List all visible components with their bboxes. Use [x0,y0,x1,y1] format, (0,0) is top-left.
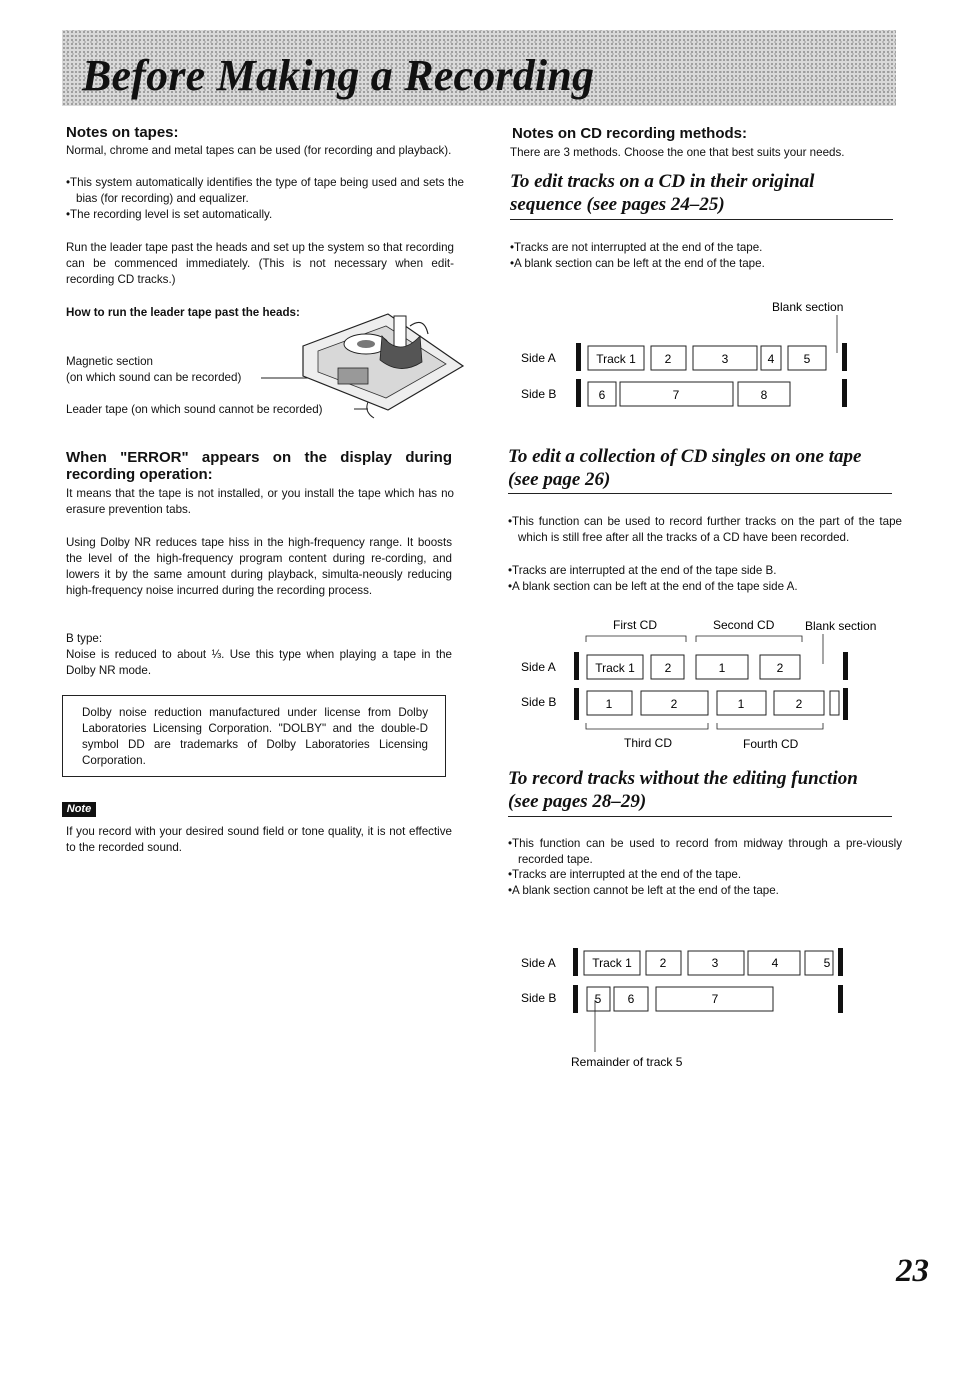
page-title: Before Making a Recording [82,51,595,100]
btype-label: B type: [66,632,103,645]
d2-track-a2: 2 [664,661,672,675]
third-cd-label: Third CD [624,736,673,750]
license-text: Dolby noise reduction manufactured under license from Dolby Laboratories Licensing Corporation. "DOLBY" and the double-D symbol DD are trademarks of Dolby Laboratories Licensing Corporation. [82,706,428,767]
d1-track-b1: 6 [598,388,606,402]
section2-heading: To edit a collection of CD singles on one tape (see page 26) [508,446,862,490]
d3-track-a2: 2 [659,956,667,970]
d1-track-a3: 3 [721,352,729,366]
magnetic-label: Magnetic section [66,355,153,368]
tapes-body: Normal, chrome and metal tapes can be used (for recording and playback). [66,144,452,157]
methods-heading: Notes on CD recording methods: [512,125,748,142]
blank-section-label: Blank section [772,300,844,314]
tape-diagram-cd-singles [510,612,900,760]
d3-track-b3: 7 [711,992,719,1006]
d2-track-a1: Track 1 [595,661,635,675]
section1-rule [510,219,893,220]
leader-body: Run the leader tape past the heads and set up the system so that recording can be commenced immediately. (This is not necessary when edit-recording CD tracks.) [66,241,454,286]
d3-track-a5: 5 [823,956,831,970]
d3-track-b2: 6 [627,992,635,1006]
section1-heading: To edit tracks on a CD in their original sequence (see pages 24–25) [510,171,815,215]
section3-rule [508,816,892,817]
tapes-bullet-1: •This system automatically identifies the type of tape being used and sets the bias (for recording) and equalizer. [66,176,464,205]
section2-bullet-2: •Tracks are interrupted at the end of the tape side B. [508,564,777,577]
side-b-label: Side B [521,387,557,401]
blank-section-label-2: Blank section [805,619,877,633]
d2-track-a4: 2 [776,661,784,675]
section2-bullet-1: •This function can be used to record further tracks on the part of the tape which is still free after all the tracks of a CD have been recorded. [508,515,902,544]
d1-track-a5: 5 [803,352,811,366]
second-cd-label: Second CD [713,618,775,632]
section3-heading: To record tracks without the editing function (see pages 28–29) [508,768,858,812]
dolby-body: Using Dolby NR reduces tape hiss in the high-frequency range. It boosts the level of the high-frequency program content during re-cording, and lowers it by the same amount during playback, simulta-neously reducing high-frequency noise incurred during the recording process. [66,536,452,597]
section1-bullet-2: •A blank section can be left at the end of the tape. [510,257,765,270]
d2-track-b1: 1 [605,697,613,711]
btype-body: Noise is reduced to about ⅓. Use this type when playing a tape in the Dolby NR mode. [66,648,452,677]
d3-track-a1: Track 1 [592,956,632,970]
first-cd-label: First CD [613,618,657,632]
tapes-bullet-2: •The recording level is set automatically. [66,208,273,221]
side-a-label-2: Side A [521,660,556,674]
d3-track-a3: 3 [711,956,719,970]
error-heading: When "ERROR" appears on the display during recording operation: [66,449,452,483]
d2-track-a3: 1 [718,661,726,675]
tape-diagram-no-editing [510,940,900,1080]
d2-track-b3: 1 [737,697,745,711]
side-a-label-3: Side A [521,956,556,970]
d3-track-a4: 4 [771,956,779,970]
d1-track-a1: Track 1 [596,352,636,366]
section3-bullet-1: •This function can be used to record from midway through a pre-viously recorded tape. [508,837,902,866]
side-a-label: Side A [521,351,556,365]
d1-track-b3: 8 [760,388,768,402]
section2-bullet-3: •A blank section can be left at the end of the tape side A. [508,580,798,593]
magnetic-sublabel: (on which sound can be recorded) [66,371,242,384]
d1-track-b2: 7 [672,388,680,402]
d1-track-a2: 2 [664,352,672,366]
note-badge: Note [62,802,96,817]
tape-diagram-original-sequence [510,295,900,415]
section1-bullet-1: •Tracks are not interrupted at the end of the tape. [510,241,763,254]
leader-label: Leader tape (on which sound cannot be recorded) [66,403,323,416]
fourth-cd-label: Fourth CD [743,737,799,751]
error-body: It means that the tape is not installed, or you install the tape which has no erasure prevention tabs. [66,487,454,516]
tapes-heading: Notes on tapes: [66,124,179,141]
side-b-label-2: Side B [521,695,557,709]
note-body: If you record with your desired sound field or tone quality, it is not effective to the recorded sound. [66,825,452,854]
section2-rule [508,493,892,494]
d2-track-b4: 2 [795,697,803,711]
remainder-label: Remainder of track 5 [571,1055,683,1069]
cassette-illustration [258,306,468,426]
d3-track-b1: 5 [594,992,602,1006]
section3-bullet-2: •Tracks are interrupted at the end of the tape. [508,868,742,881]
methods-body: There are 3 methods. Choose the one that best suits your needs. [510,146,845,159]
howto-heading: How to run the leader tape past the heads: [66,306,300,319]
side-b-label-3: Side B [521,991,557,1005]
d2-track-b2: 2 [670,697,678,711]
d1-track-a4: 4 [767,352,775,366]
section3-bullet-3: •A blank section cannot be left at the end of the tape. [508,884,779,897]
page-number: 23 [896,1253,929,1289]
